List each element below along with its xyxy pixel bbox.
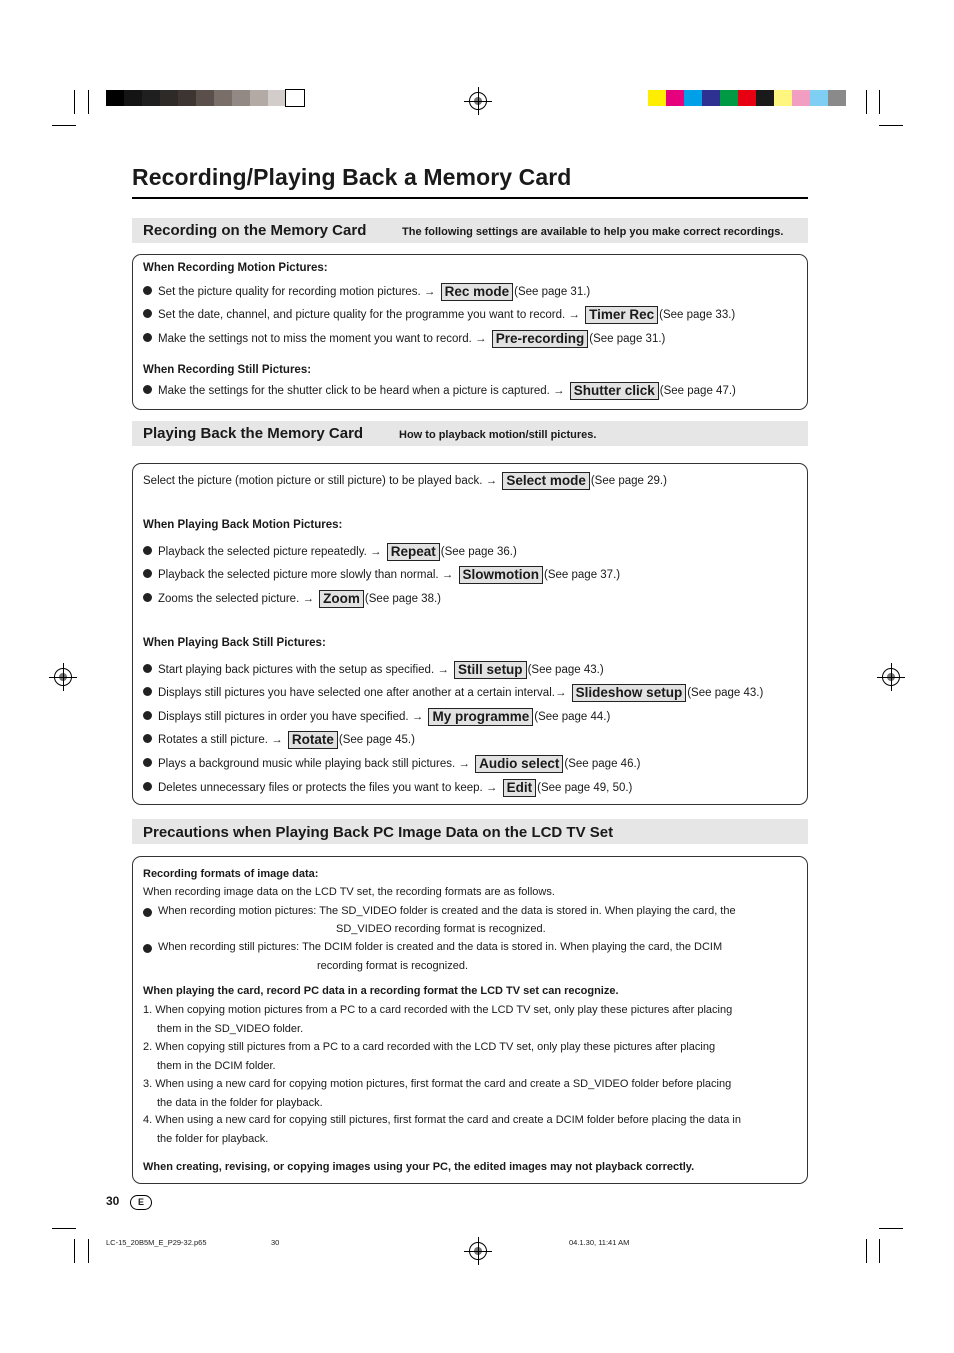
section-title: Recording on the Memory Card xyxy=(143,222,367,239)
bullet-icon xyxy=(143,687,152,696)
page-reference: (See page 33.) xyxy=(659,309,736,321)
page-reference: (See page 29.) xyxy=(590,475,667,487)
menu-key-label: Timer Rec xyxy=(585,306,658,324)
registration-mark-icon xyxy=(469,1242,487,1260)
section-header-recording xyxy=(132,218,808,243)
item-text: Zooms the selected picture. → xyxy=(158,593,314,605)
language-badge xyxy=(130,1195,152,1210)
registration-mark-icon xyxy=(54,668,72,686)
subheading: When Recording Still Pictures: xyxy=(143,364,312,376)
subheading: When playing the card, record PC data in a recording format the LCD TV set can recognize. xyxy=(143,985,619,997)
crop-mark xyxy=(879,125,903,126)
calibration-swatch xyxy=(756,90,774,106)
calibration-swatch xyxy=(232,90,250,106)
step-line: the folder for playback. xyxy=(157,1133,269,1145)
paragraph: SD_VIDEO recording format is recognized. xyxy=(336,923,546,935)
bullet-icon xyxy=(143,593,152,602)
bullet-icon xyxy=(143,546,152,555)
calibration-swatch xyxy=(124,90,142,106)
bullet-icon xyxy=(143,286,152,295)
step-line: 1. When copying motion pictures from a PC to a card recorded with the LCD TV set, only play these pictures after placing xyxy=(143,1004,733,1016)
menu-key-label: Select mode xyxy=(502,472,590,490)
subheading: When Playing Back Still Pictures: xyxy=(143,637,326,649)
item-text: Deletes unnecessary files or protects the files you want to keep. → xyxy=(158,782,498,794)
list-item xyxy=(158,731,415,749)
page-number: 30 xyxy=(106,1194,120,1208)
calibration-swatch xyxy=(702,90,720,106)
calibration-swatch xyxy=(648,90,666,106)
menu-key-label: Pre-recording xyxy=(492,330,589,348)
page-reference: (See page 31.) xyxy=(514,286,591,298)
crop-mark xyxy=(879,1228,903,1229)
list-item xyxy=(158,779,632,797)
section-header-playback xyxy=(132,421,808,446)
bullet-icon xyxy=(143,908,152,917)
calibration-swatch xyxy=(774,90,792,106)
list-item xyxy=(158,283,590,301)
paragraph: recording format is recognized. xyxy=(317,960,469,972)
list-item xyxy=(158,708,610,726)
bullet-icon xyxy=(143,664,152,673)
calibration-swatch xyxy=(142,90,160,106)
bullet-icon xyxy=(143,309,152,318)
calibration-swatch xyxy=(666,90,684,106)
menu-key-label: Repeat xyxy=(387,543,440,561)
item-text: Start playing back pictures with the setup as specified. → xyxy=(158,664,449,676)
bullet-icon xyxy=(143,782,152,791)
calibration-swatch xyxy=(268,90,286,106)
list-item xyxy=(158,590,441,608)
item-text: Playback the selected picture repeatedly. → xyxy=(158,546,382,558)
file-page: 30 xyxy=(271,1238,280,1247)
file-name: LC-15_20B5M_E_P29-32.p65 xyxy=(106,1238,207,1247)
subheading: When Recording Motion Pictures: xyxy=(143,262,328,274)
subheading: When Playing Back Motion Pictures: xyxy=(143,519,343,531)
list-item xyxy=(158,566,620,584)
section-header-precautions xyxy=(132,819,808,844)
list-item xyxy=(158,684,763,702)
page-reference: (See page 37.) xyxy=(544,569,621,581)
calibration-swatch xyxy=(684,90,702,106)
item-text: Set the picture quality for recording motion pictures. → xyxy=(158,286,436,298)
crop-mark xyxy=(52,1228,76,1229)
item-text: Displays still pictures in order you have specified. → xyxy=(158,711,424,723)
menu-key-label: Edit xyxy=(503,779,537,797)
page-reference: (See page 46.) xyxy=(564,758,641,770)
page-reference: (See page 49, 50.) xyxy=(537,782,633,794)
menu-key-label: Zoom xyxy=(319,590,364,608)
crop-mark xyxy=(866,1239,867,1263)
timestamp: 04.1.30, 11:41 AM xyxy=(569,1238,630,1247)
list-item xyxy=(158,661,604,679)
calibration-swatch xyxy=(286,90,304,106)
calibration-swatch xyxy=(160,90,178,106)
step-line: them in the DCIM folder. xyxy=(157,1060,276,1072)
paragraph: When recording image data on the LCD TV set, the recording formats are as follows. xyxy=(143,886,555,898)
menu-key-label: Audio select xyxy=(475,755,563,773)
calibration-swatch xyxy=(720,90,738,106)
menu-key-label: Slowmotion xyxy=(459,566,544,584)
subheading: Recording formats of image data: xyxy=(143,868,319,880)
language-badge-label: E xyxy=(137,1197,144,1207)
step-line: them in the SD_VIDEO folder. xyxy=(157,1023,304,1035)
registration-mark-icon xyxy=(469,92,487,110)
menu-key-label: My programme xyxy=(428,708,533,726)
menu-key-label: Slideshow setup xyxy=(572,684,687,702)
crop-mark xyxy=(74,90,75,114)
list-item xyxy=(143,472,667,490)
item-text: Playback the selected picture more slowly than normal. → xyxy=(158,569,454,581)
section-title: Precautions when Playing Back PC Image Data on the LCD TV Set xyxy=(143,824,614,841)
crop-mark xyxy=(88,90,89,114)
bullet-icon xyxy=(143,569,152,578)
menu-key-label: Rotate xyxy=(288,731,338,749)
list-item xyxy=(158,755,641,773)
page-reference: (See page 44.) xyxy=(534,711,611,723)
crop-mark xyxy=(879,90,880,114)
page-reference: (See page 36.) xyxy=(440,546,517,558)
page-reference: (See page 47.) xyxy=(659,385,736,397)
bullet-icon xyxy=(143,711,152,720)
page-reference: (See page 31.) xyxy=(589,333,666,345)
page-title: Recording/Playing Back a Memory Card xyxy=(132,164,572,190)
item-text: Set the date, channel, and picture quality for the programme you want to record. → xyxy=(158,309,580,321)
item-text: Rotates a still picture. → xyxy=(158,734,283,746)
calibration-swatch xyxy=(196,90,214,106)
step-line: 3. When using a new card for copying motion pictures, first format the card and create a SD_VIDEO folder before placing xyxy=(143,1078,732,1090)
page-reference: (See page 43.) xyxy=(687,687,764,699)
playback-box xyxy=(132,463,808,805)
item-text: Displays still pictures you have selected one after another at a certain interval.→ xyxy=(158,687,567,699)
calibration-swatch xyxy=(214,90,232,106)
title-rule xyxy=(132,197,808,199)
paragraph: When recording still pictures: The DCIM folder is created and the data is stored in. When playing the card, the DCIM xyxy=(158,941,723,953)
calibration-swatch xyxy=(828,90,846,106)
list-item xyxy=(158,543,517,561)
bullet-icon xyxy=(143,944,152,953)
bullet-icon xyxy=(143,385,152,394)
crop-mark xyxy=(879,1239,880,1263)
section-subtitle: The following settings are available to help you make correct recordings. xyxy=(402,226,784,238)
page-reference: (See page 43.) xyxy=(527,664,604,676)
page-reference: (See page 38.) xyxy=(364,593,442,605)
calibration-swatch xyxy=(178,90,196,106)
calibration-swatch xyxy=(106,90,124,106)
step-line: the data in the folder for playback. xyxy=(157,1097,323,1109)
warning-text: When creating, revising, or copying images using your PC, the edited images may not playback correctly. xyxy=(143,1161,695,1173)
item-text: Make the settings for the shutter click to be heard when a picture is captured. → xyxy=(158,385,565,397)
menu-key-label: Still setup xyxy=(454,661,527,679)
list-item xyxy=(158,382,736,400)
step-line: 4. When using a new card for copying still pictures, first format the card and create a DCIM folder before placing the data in xyxy=(143,1114,741,1126)
crop-mark xyxy=(88,1239,89,1263)
page-reference: (See page 45.) xyxy=(338,734,415,746)
section-subtitle: How to playback motion/still pictures. xyxy=(399,429,597,441)
bullet-icon xyxy=(143,734,152,743)
item-text: Make the settings not to miss the moment you want to record. → xyxy=(158,333,487,345)
bullet-icon xyxy=(143,333,152,342)
registration-mark-icon xyxy=(882,668,900,686)
calibration-swatch xyxy=(738,90,756,106)
list-item xyxy=(158,330,665,348)
menu-key-label: Rec mode xyxy=(441,283,514,301)
calibration-swatch xyxy=(792,90,810,106)
list-item xyxy=(158,306,735,324)
calibration-swatch xyxy=(810,90,828,106)
crop-mark xyxy=(74,1239,75,1263)
bullet-icon xyxy=(143,758,152,767)
item-text: Plays a background music while playing back still pictures. → xyxy=(158,758,470,770)
menu-key-label: Shutter click xyxy=(570,382,659,400)
crop-mark xyxy=(52,125,76,126)
section-title: Playing Back the Memory Card xyxy=(143,425,364,442)
crop-mark xyxy=(866,90,867,114)
paragraph: When recording motion pictures: The SD_VIDEO folder is created and the data is stored in. When playing the card, the xyxy=(158,905,736,917)
calibration-swatch xyxy=(250,90,268,106)
step-line: 2. When copying still pictures from a PC to a card recorded with the LCD TV set, only play these pictures after placing xyxy=(143,1041,716,1053)
item-text: Select the picture (motion picture or still picture) to be played back. → xyxy=(143,475,498,487)
